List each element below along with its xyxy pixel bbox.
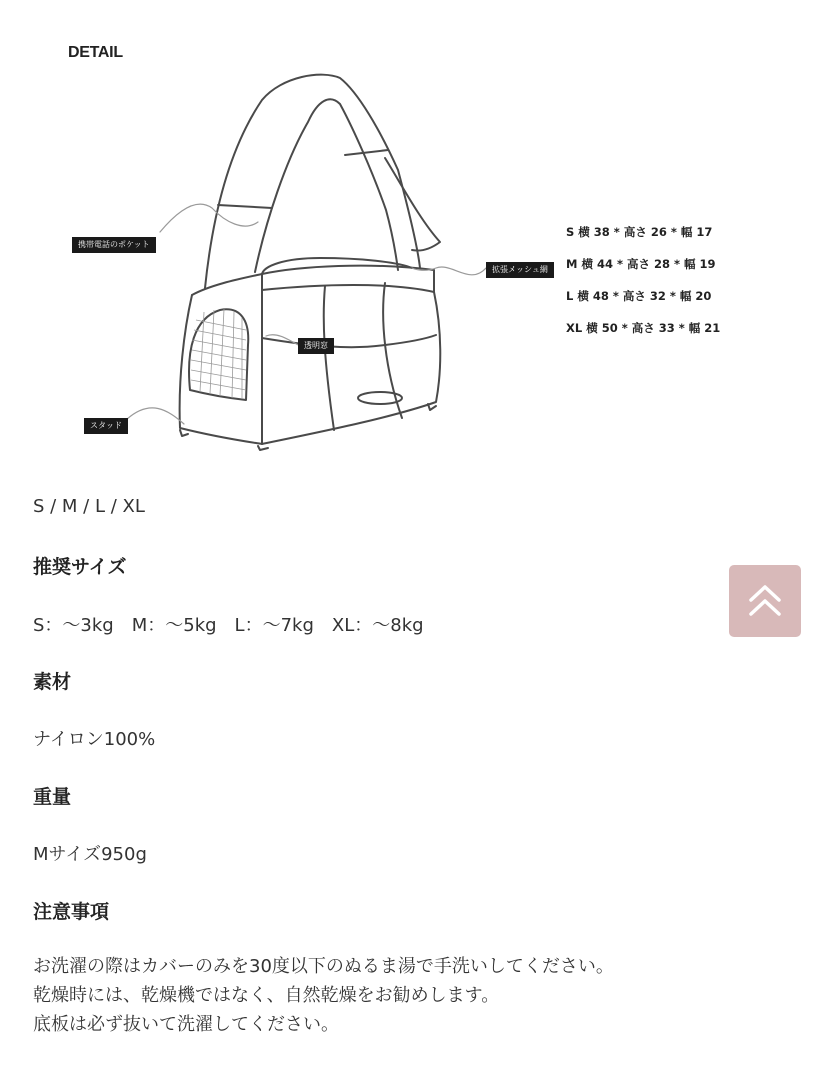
size-chart <box>566 224 720 352</box>
care-notes <box>33 952 614 1039</box>
size-options: S / M / L / XL <box>33 496 145 517</box>
material-heading: 素材 <box>33 671 72 693</box>
size-chart-row: XL 横 50 * 高さ 33 * 幅 21 <box>566 321 721 335</box>
callout-transparent-window: 透明窓 <box>298 338 334 354</box>
recommended-size-value: S：～3kg M：～5kg L：～7kg XL：～8kg <box>33 615 424 636</box>
callout-stud: スタッド <box>84 418 128 434</box>
double-chevron-up-icon <box>745 581 785 621</box>
weight-value: Mサイズ950g <box>33 844 147 865</box>
care-note-line: お洗濯の際はカバーのみを30度以下のぬるま湯で手洗いしてください。 <box>33 956 614 977</box>
callout-expandable-mesh: 拡張メッシュ網 <box>486 262 554 278</box>
size-chart-row: S 横 38 * 高さ 26 * 幅 17 <box>566 225 713 239</box>
size-chart-row: L 横 48 * 高さ 32 * 幅 20 <box>566 289 712 303</box>
callout-phone-pocket: 携帯電話のポケット <box>72 237 156 253</box>
detail-figure <box>0 0 840 470</box>
recommended-size-heading: 推奨サイズ <box>33 556 127 578</box>
care-note-line: 乾燥時には、乾燥機ではなく、自然乾燥をお勧めします。 <box>33 985 500 1006</box>
size-chart-row: M 横 44 * 高さ 28 * 幅 19 <box>566 257 716 271</box>
notes-heading: 注意事項 <box>33 901 110 923</box>
weight-heading: 重量 <box>33 786 72 808</box>
material-value: ナイロン100% <box>33 729 156 750</box>
back-to-top-button[interactable] <box>729 565 801 637</box>
care-note-line: 底板は必ず抜いて洗濯してください。 <box>33 1014 339 1035</box>
detail-heading: DETAIL <box>68 44 123 61</box>
